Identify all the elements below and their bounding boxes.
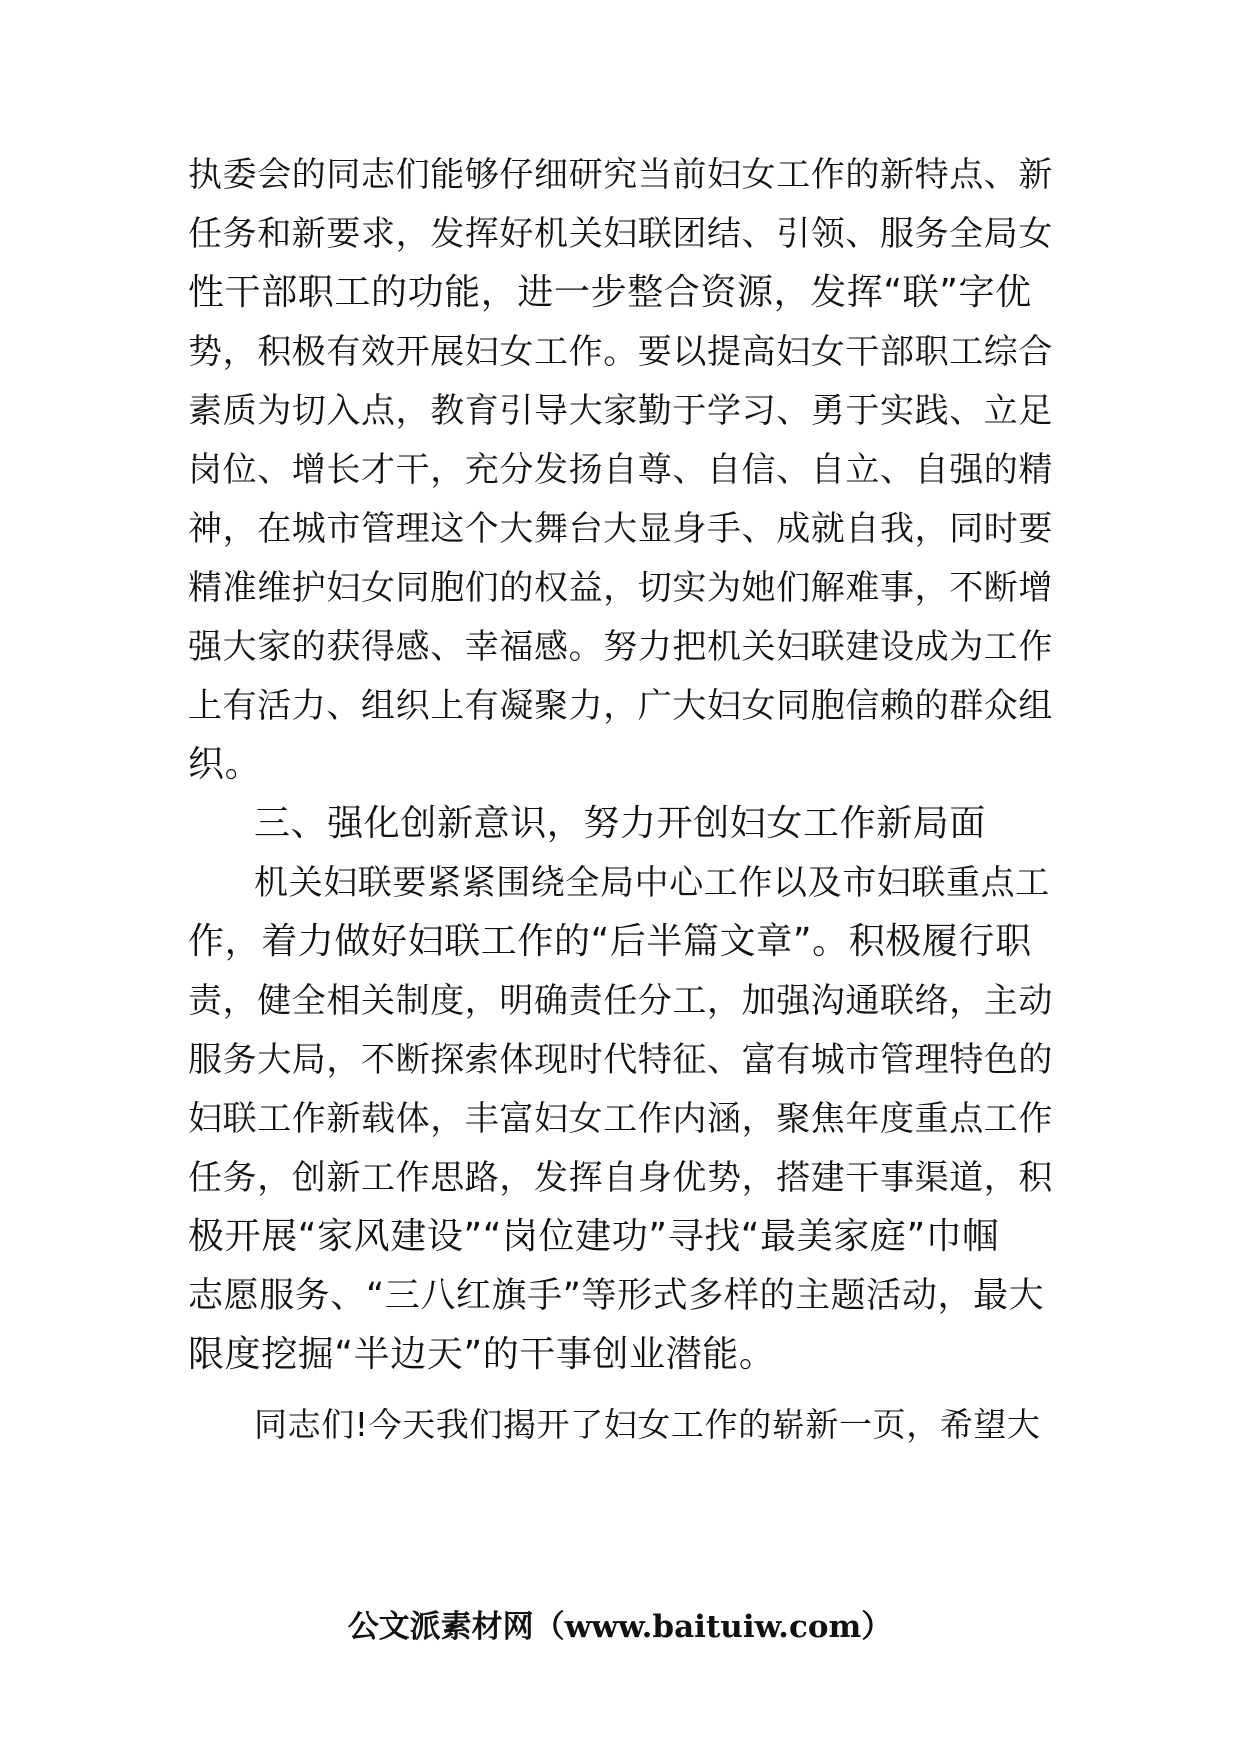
body-text-line: 任务，创新工作思路，发挥自身优势，搭建干事渠道，积 xyxy=(188,1158,1053,1198)
body-text-line: 性干部职工的功能，进一步整合资源，发挥“联”字优 xyxy=(188,272,1032,313)
section-heading: 三、强化创新意识，努力开创妇女工作新局面 xyxy=(254,803,987,844)
body-text-line: 岗位、增长才干，充分发扬自尊、自信、自立、自强的精 xyxy=(188,450,1053,490)
body-text-line: 作，着力做好妇联工作的“后半篇文章”。积极履行职 xyxy=(188,921,1032,962)
body-text-line: 志愿服务、“三八红旗手”等形式多样的主题活动，最大 xyxy=(188,1276,1045,1316)
body-text-line: 执委会的同志们能够仔细研究当前妇女工作的新特点、新 xyxy=(188,155,1053,195)
body-text-line: 势，积极有效开展妇女工作。要以提高妇女干部职工综合 xyxy=(188,332,1053,372)
body-text-line: 限度挖掘“半边天”的干事创业潜能。 xyxy=(188,1334,776,1375)
body-text-line: 神，在城市管理这个大舞台大显身手、成就自我，同时要 xyxy=(188,509,1053,549)
body-text-line: 极开展“家风建设”“岗位建功”寻找“最美家庭”巾帼 xyxy=(188,1216,999,1257)
footer-watermark-text: 公文派素材网（www.baituiw.com） xyxy=(347,1609,893,1645)
body-text-line: 妇联工作新载体，丰富妇女工作内涵，聚焦年度重点工作 xyxy=(188,1099,1053,1139)
body-text-line: 责，健全相关制度，明确责任分工，加强沟通联络，主动 xyxy=(188,981,1053,1021)
body-text-line: 服务大局，不断探索体现时代特征、富有城市管理特色的 xyxy=(188,1040,1053,1080)
body-text-line: 任务和新要求，发挥好机关妇联团结、引领、服务全局女 xyxy=(188,214,1053,254)
body-text-line: 素质为切入点，教育引导大家勤于学习、勇于实践、立足 xyxy=(188,391,1053,431)
body-text-line: 精准维护妇女同胞们的权益，切实为她们解难事，不断增 xyxy=(188,568,1053,608)
paragraph-first-line: 机关妇联要紧紧围绕全局中心工作以及市妇联重点工 xyxy=(254,863,1050,903)
body-text-line: 上有活力、组织上有凝聚力，广大妇女同胞信赖的群众组 xyxy=(188,686,1053,726)
paragraph-first-line: 同志们!今天我们揭开了妇女工作的崭新一页，希望大 xyxy=(254,1405,1041,1444)
body-text-line: 强大家的获得感、幸福感。努力把机关妇联建设成为工作 xyxy=(188,627,1053,667)
body-text-line: 织。 xyxy=(188,744,262,785)
